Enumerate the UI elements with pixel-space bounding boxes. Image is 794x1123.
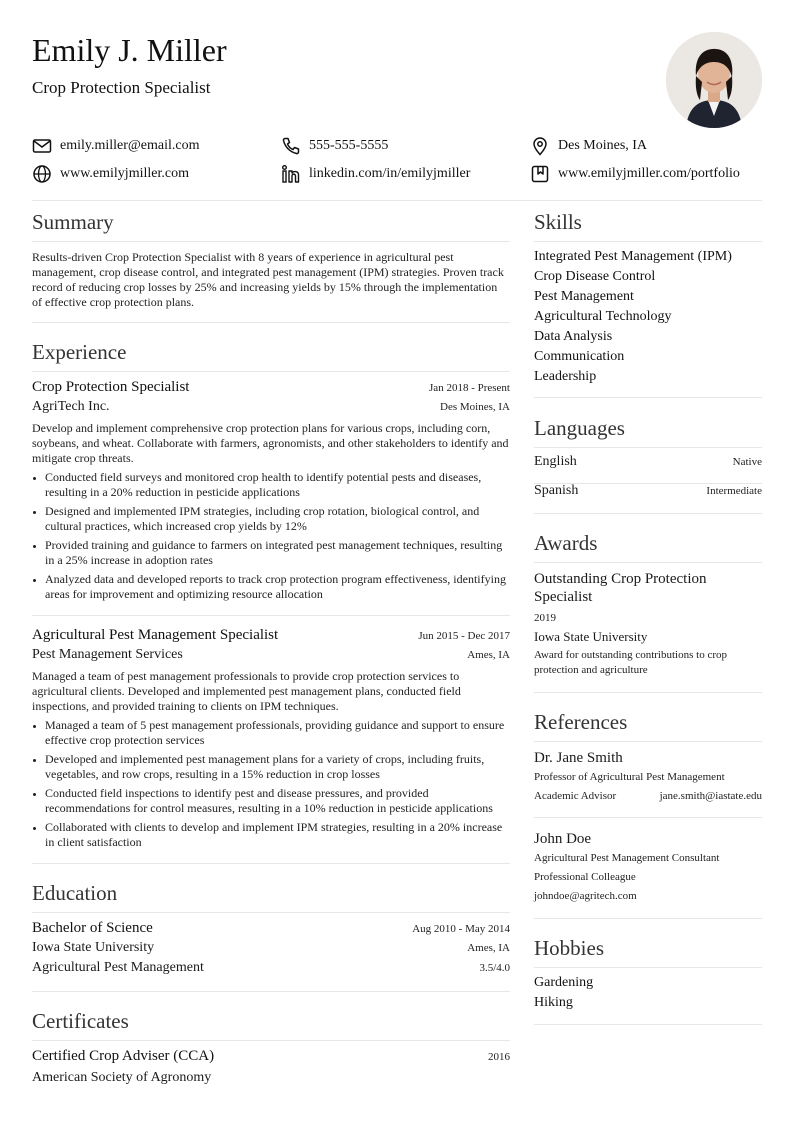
skills-divider [534,241,762,242]
portfolio-icon [530,164,550,184]
skills-heading: Skills [534,210,582,234]
language-level: Native [732,456,762,468]
award-year: 2019 [534,612,556,624]
globe-icon [32,164,52,184]
job-title: Crop Protection Specialist [32,78,211,97]
field-of-study: Agricultural Pest Management [32,960,204,975]
list-item: • Provided training and guidance to farmers on integrated pest management techniques, resulting in a 25% increase in adoption rates [45,538,510,568]
reference-name: Dr. Jane Smith [534,750,623,766]
reference-name: John Doe [534,831,592,847]
award-item [534,570,762,678]
job-bullets-2 [32,718,510,850]
experience-item [32,627,510,854]
job-location-2: Ames, IA [467,649,510,661]
hobbies-heading: Hobbies [534,936,604,960]
education-heading: Education [32,881,118,905]
award-title: Outstanding Crop Protection Specialist [534,571,707,605]
summary-heading: Summary [32,210,114,234]
reference-relation: Academic Advisor [534,790,617,802]
company-2: Pest Management Services [32,647,183,662]
contact-website[interactable] [32,163,189,185]
languages-end-divider [534,513,762,514]
location-text: Des Moines, IA [558,138,648,153]
experience-end-divider [32,863,510,864]
languages-heading: Languages [534,416,625,440]
summary-divider [32,241,510,242]
linkedin-text: linkedin.com/in/emilyjmiller [309,166,471,181]
linkedin-icon [281,164,301,184]
certificate-name: Certified Crop Adviser (CCA) [32,1048,215,1064]
list-item: • Conducted field surveys and monitored crop health to identify potential pests and diseases, resulting in a 20% reduction in pesticide applications [45,470,510,500]
contact-linkedin[interactable] [281,163,470,185]
certificates-divider [32,1040,510,1041]
phone-icon [281,136,301,156]
awards-heading: Awards [534,531,598,555]
languages-divider [534,447,762,448]
contact-location [530,135,647,157]
certificate-item [32,1048,510,1088]
references-heading: References [534,710,628,734]
contact-portfolio[interactable] [530,163,740,185]
experience-heading: Experience [32,340,127,364]
portfolio-text: www.emilyjmiller.com/portfolio [558,166,740,181]
language-row [534,454,762,474]
reference-email[interactable]: johndoe@agritech.com [534,890,637,902]
language-name: English [534,454,577,469]
certificate-issuer: American Society of Agronomy [32,1070,212,1085]
list-item: Crop Disease Control [534,269,656,284]
reference-relation: Professional Colleague [534,871,636,883]
award-description: Award for outstanding contributions to crop protection and agriculture [534,649,727,676]
header-divider [32,200,762,201]
contact-phone[interactable] [281,135,388,157]
certificates-heading: Certificates [32,1009,129,1033]
references-end-divider [534,918,762,919]
list-item: • Designed and implemented IPM strategies, including crop rotation, biological control, and cultural practices, which increased crop yields by 12% [45,504,510,534]
mail-icon [32,136,52,156]
skills-end-divider [534,397,762,398]
profile-photo [666,32,762,128]
reference-email[interactable]: jane.smith@iastate.edu [659,790,762,802]
summary-text: Results-driven Crop Protection Specialist with 8 years of experience in agricultural pest management, crop disease control, and integrated pest management (IPM) strategies. Proven track record of reducing crop losses by 25% and increasing yields by 15% through the implementation of effective crop protection plans. [32,250,504,309]
candidate-name: Emily J. Miller [32,32,227,68]
job-title-2: Agricultural Pest Management Specialist [32,627,279,643]
awards-divider [534,562,762,563]
list-item: • Analyzed data and developed reports to track crop protection program effectiveness, identifying areas for improvement and optimizing resource allocation [45,572,510,602]
skills-list [534,247,762,387]
job-dates-2: Jun 2015 - Dec 2017 [418,630,510,642]
list-item: Pest Management [534,289,634,304]
language-name: Spanish [534,483,579,498]
list-item: Gardening [534,975,594,990]
job-location-1: Des Moines, IA [440,401,510,413]
references-divider [534,741,762,742]
experience-item [32,379,510,606]
job-dates-1: Jan 2018 - Present [429,382,510,394]
job-bullets-1 [32,470,510,602]
education-end-divider [32,991,510,992]
company-1: AgriTech Inc. [32,399,110,414]
list-item: • Collaborated with clients to develop and implement IPM strategies, resulting in a 20% increase in client satisfaction [45,820,510,850]
job-title-1: Crop Protection Specialist [32,379,190,395]
job-divider [32,615,510,616]
language-row [534,483,762,503]
experience-divider [32,371,510,372]
reference-role: Agricultural Pest Management Consultant [534,852,720,864]
list-item: Communication [534,349,625,364]
reference-divider [534,817,762,818]
education-dates: Aug 2010 - May 2014 [412,923,510,935]
hobbies-divider [534,967,762,968]
job-description-2: Managed a team of pest management professionals to provide crop protection services to agricultural clients. Developed and implemented pest management plans, conducted field inspections, and provided training to clients on IPM techniques. [32,669,461,713]
list-item: Data Analysis [534,329,613,344]
email-text: emily.miller@email.com [60,138,200,153]
list-item: • Managed a team of 5 pest management professionals, providing guidance and support to ensure effective crop protection services [45,718,510,748]
awards-end-divider [534,692,762,693]
job-description-1: Develop and implement comprehensive crop protection plans for various crops, including corn, soybeans, and wheat. Collaborate with farmers, agronomists, and other stakeholders to identify and mitigate crop threats. [32,421,509,465]
reference-item [534,830,762,906]
list-item: Hiking [534,995,573,1010]
award-org: Iowa State University [534,629,648,644]
list-item: Leadership [534,369,597,384]
reference-contact-row [534,787,762,806]
reference-role: Professor of Agricultural Pest Management [534,771,725,783]
list-item: • Developed and implemented pest management plans for a variety of crops, including fruits, vegetables, and row crops, resulting in a 15% reduction in crop losses [45,752,510,782]
list-item: Agricultural Technology [534,309,672,324]
reference-item [534,749,762,806]
school-location: Ames, IA [467,942,510,954]
website-text: www.emilyjmiller.com [60,166,189,181]
degree: Bachelor of Science [32,920,153,936]
hobbies-end-divider [534,1024,762,1025]
location-pin-icon [530,136,550,156]
list-item: • Conducted field inspections to identify pest and disease pressures, and provided recommendations for control measures, resulting in a 10% reduction in pesticide applications [45,786,510,816]
hobbies-list [534,973,762,1013]
contact-email[interactable] [32,135,200,157]
gpa: 3.5/4.0 [479,962,510,974]
certificate-year: 2016 [488,1051,510,1063]
language-level: Intermediate [706,485,762,497]
education-divider [32,912,510,913]
school: Iowa State University [32,940,155,955]
portrait-image [666,32,762,128]
phone-text: 555-555-5555 [309,138,389,153]
list-item: Integrated Pest Management (IPM) [534,249,732,264]
summary-end-divider [32,322,510,323]
education-item [32,920,510,980]
